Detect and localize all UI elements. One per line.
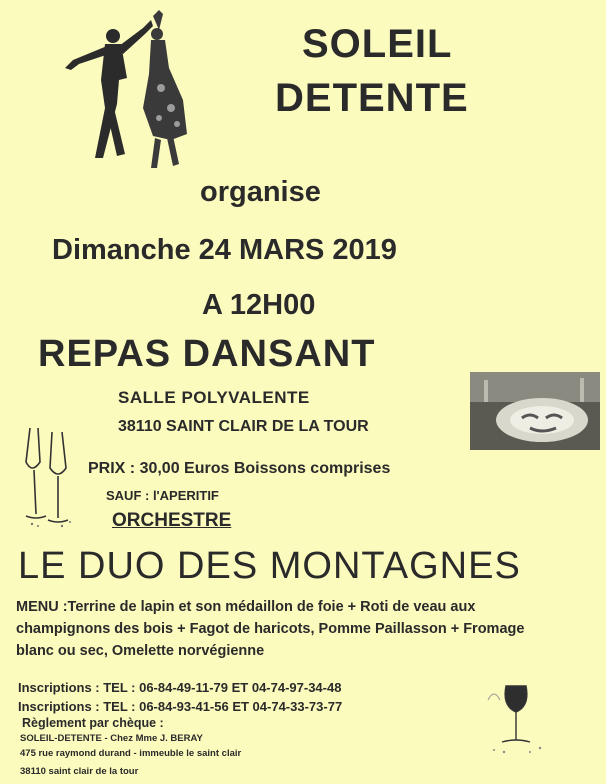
event-title: REPAS DANSANT <box>38 333 376 375</box>
address-line-1: SOLEIL-DETENTE - Chez Mme J. BERAY <box>20 733 203 744</box>
price-text: PRIX : 30,00 Euros Boissons comprises <box>88 460 391 477</box>
dancing-couple-illustration <box>55 8 195 173</box>
band-name: LE DUO DES MONTAGNES <box>18 545 521 587</box>
event-date: Dimanche 24 MARS 2019 <box>52 234 397 266</box>
payment-label: Règlement par chèque : <box>22 716 164 730</box>
orchestra-label: ORCHESTRE <box>112 510 232 531</box>
inscription-line-2: Inscriptions : TEL : 06-84-93-41-56 ET 04-74-33-73-77 <box>18 699 343 714</box>
table-setting-photo <box>470 372 600 450</box>
address-line-3: 38110 saint clair de la tour <box>20 766 139 777</box>
wine-glass-icon <box>484 680 550 758</box>
title-line-1: SOLEIL <box>302 22 453 66</box>
event-time: A 12H00 <box>202 289 316 321</box>
address-line-2: 475 rue raymond durand - immeuble le saint clair <box>20 748 242 759</box>
champagne-glasses-icon <box>22 422 82 532</box>
venue-city: 38110 SAINT CLAIR DE LA TOUR <box>118 418 369 435</box>
title-line-2: DETENTE <box>275 76 469 120</box>
venue-name: SALLE POLYVALENTE <box>118 388 310 407</box>
price-exception: SAUF : l'APERITIF <box>106 488 219 503</box>
menu-text: MENU :Terrine de lapin et son médaillon de foie + Roti de veau aux champignons des bois + Fagot de haricots, Pomme Paillasson + Fromage blanc ou sec, Omelette norvégienne <box>16 599 525 659</box>
inscription-line-1: Inscriptions : TEL : 06-84-49-11-79 ET 04-74-97-34-48 <box>18 680 342 695</box>
organise-text: organise <box>200 176 321 208</box>
